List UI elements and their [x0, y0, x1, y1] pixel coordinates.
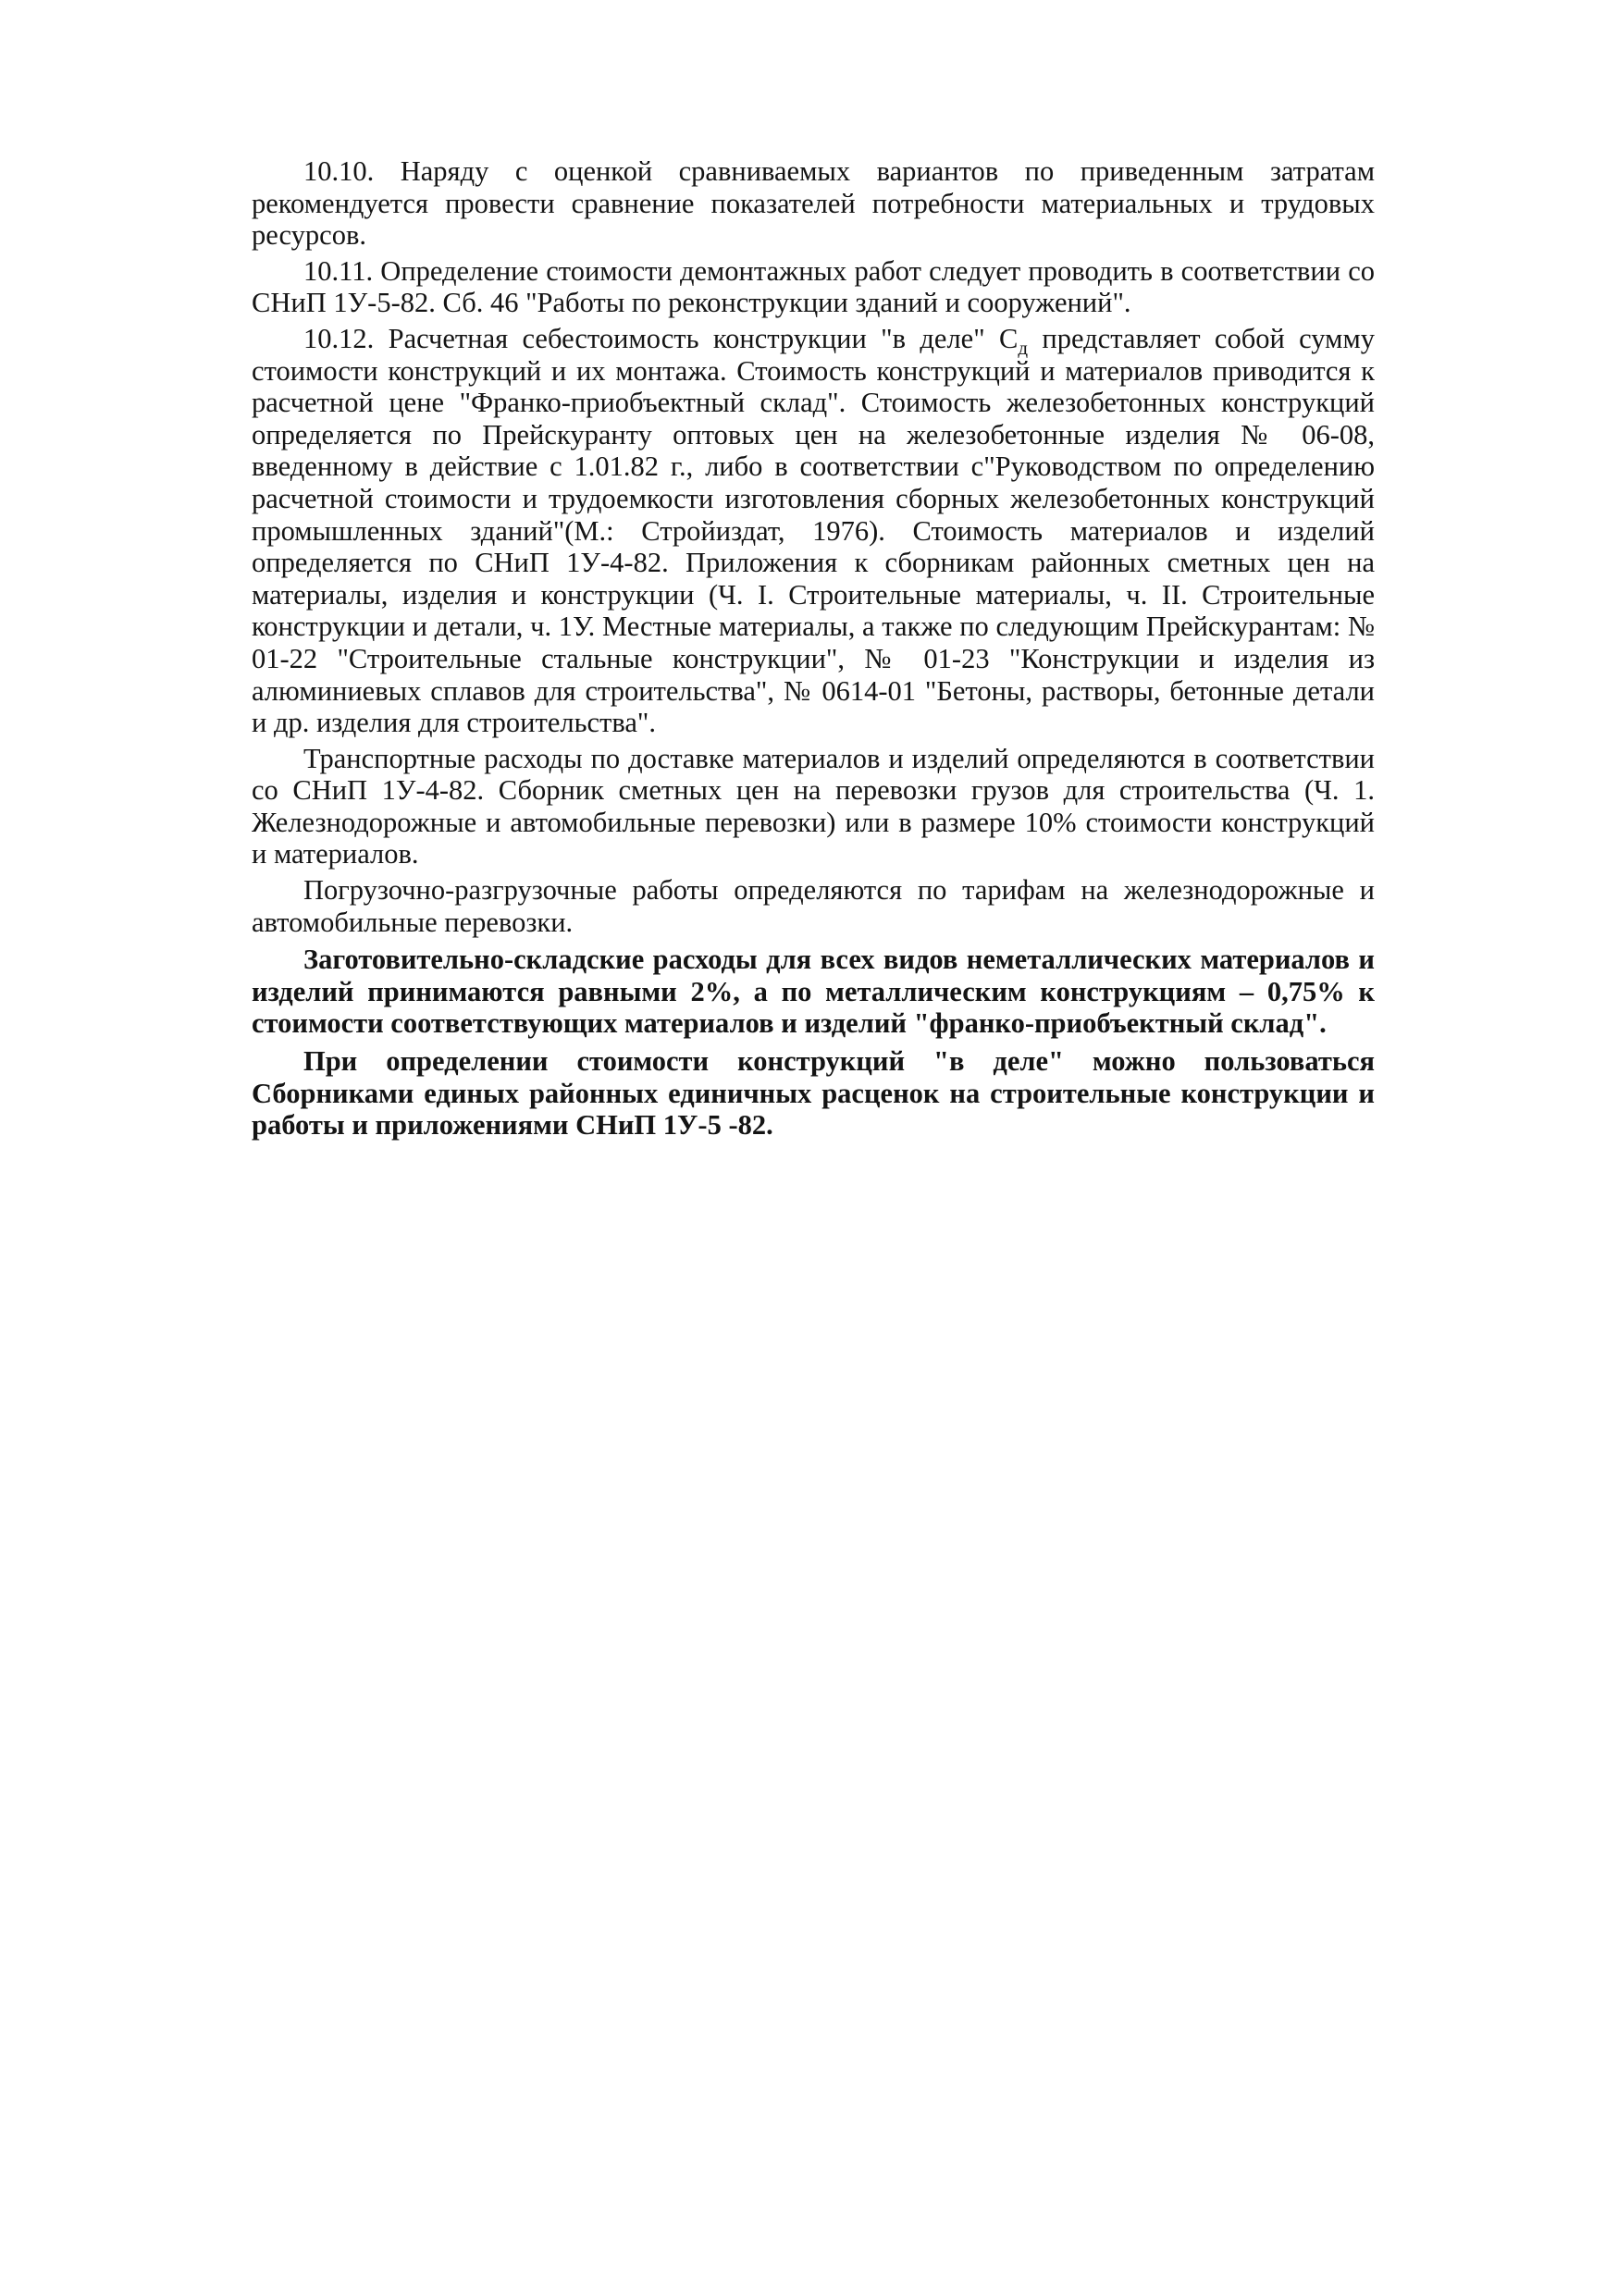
paragraph-cost-in-place: При определении стоимости конструкций "в деле" можно пользоваться Сборниками единых районных единичных расценок на строительные конструкции и работы и приложениями СНиП 1У-5 -82. — [252, 1045, 1375, 1142]
paragraph-loading-works: Погрузочно-разгрузочные работы определяются по тарифам на железнодорожные и автомобильные перевозки. — [252, 874, 1375, 938]
body-text — [252, 155, 1375, 1145]
paragraph-transport-costs: Транспортные расходы по доставке материалов и изделий определяются в соответствии со СНиП 1У-4-82. Сборник сметных цен на перевозки грузов для строительства (Ч. 1. Железнодорожные и автомобильные перевозки) или в размере 10% стоимости конструкций и материалов. — [252, 742, 1375, 870]
cost-subscript: д — [1018, 336, 1029, 359]
paragraph-10-12-lead: 10.12. Расчетная себестоимость конструкции "в деле" С — [303, 322, 1019, 354]
paragraph-10-11: 10.11. Определение стоимости демонтажных работ следует проводить в соответствии со СНиП 1У-5-82. Сб. 46 "Работы по реконструкции зданий и сооружений". — [252, 254, 1375, 319]
paragraph-10-12-body: представляет собой сумму стоимости конструкций и их монтажа. Стоимость конструкций и материалов приводится к расчетной цене "Франко-приобъектный склад". Стоимость железобетонных конструкций определяется по Прейскуранту оптовых цен на железобетонные изделия № 06-08, введенному в действие с 1.01.82 г., либо в соответствии с"Руководством по определению расчетной стоимости и трудоемкости изготовления сборных железобетонных конструкций промышленных зданий"(М.: Стройиздат, 1976). Стоимость материалов и изделий определяется по СНиП 1У-4-82. Приложения к сборникам районных сметных цен на материалы, изделия и конструкции (Ч. I. Строительные материалы, ч. II. Строительные конструкции и детали, ч. 1У. Местные материалы, а также по следующим Прейскурантам: № 01-22 "Строительные стальные конструкции", № 01-23 "Конструкции и изделия из алюминиевых сплавов для строительства", № 0614-01 "Бетоны, растворы, бетонные детали и др. изделия для строительства". — [252, 322, 1375, 739]
paragraph-10-10: 10.10. Наряду с оценкой сравниваемых вариантов по приведенным затратам рекомендуется провести сравнение показателей потребности материальных и трудовых ресурсов. — [252, 155, 1375, 252]
paragraph-storage-costs: Заготовительно-складские расходы для всех видов неметаллических материалов и изделий принимаются равными 2%, а по металлическим конструкциям – 0,75% к стоимости соответствующих материалов и изделий "франко-приобъектный склад". — [252, 944, 1375, 1040]
paragraph-10-12 — [252, 323, 1375, 739]
